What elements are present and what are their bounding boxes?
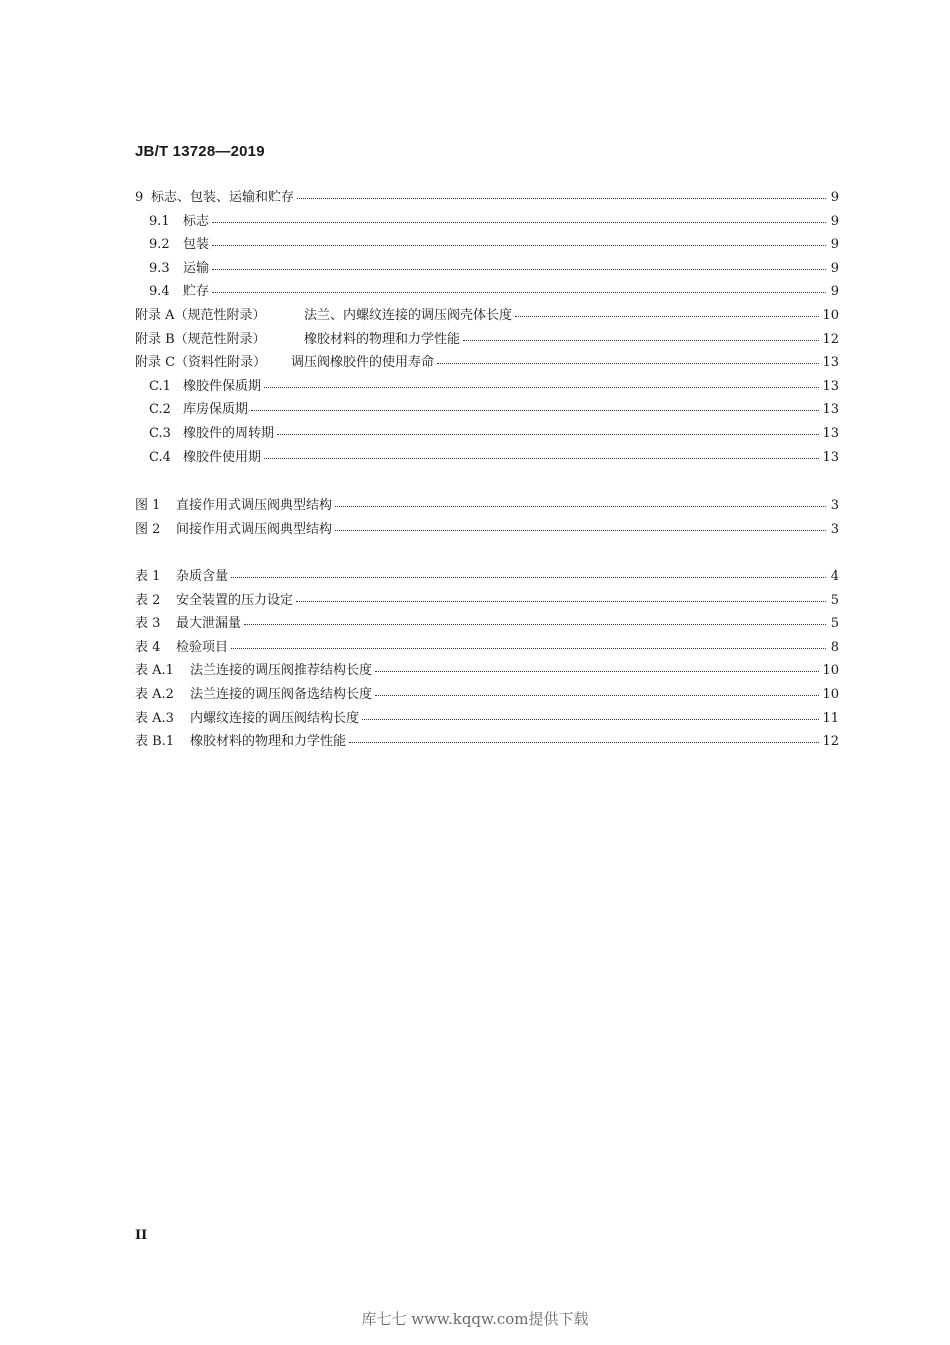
toc-entry[interactable] xyxy=(135,257,839,281)
toc-entry-number: 9.1 xyxy=(149,213,170,229)
dot-leader xyxy=(437,353,819,366)
document-code: JB/T 13728—2019 xyxy=(135,143,265,160)
toc-entry[interactable] xyxy=(135,210,839,234)
toc-entry-number: C.2 xyxy=(149,402,171,418)
toc-entry-title: 橡胶材料的物理和力学性能 xyxy=(304,331,461,347)
dot-leader xyxy=(231,567,826,580)
dot-leader xyxy=(264,377,819,390)
toc-entry-page: 5 xyxy=(830,592,839,608)
toc-entry-page: 9 xyxy=(830,213,839,229)
toc-entry-page: 9 xyxy=(830,284,839,300)
toc-entry[interactable] xyxy=(135,375,839,399)
toc-entry-number: 表 1 xyxy=(135,569,161,584)
toc-entry-title: 法兰连接的调压阀推荐结构长度 xyxy=(190,663,373,679)
toc-entry-number: C.1 xyxy=(149,378,171,394)
toc-entry-page: 12 xyxy=(822,331,839,347)
toc-entry-title: 法兰、内螺纹连接的调压阀壳体长度 xyxy=(304,307,513,323)
dot-leader xyxy=(515,306,819,319)
toc-entry-page: 13 xyxy=(822,355,839,371)
table-list-entry[interactable] xyxy=(135,730,839,754)
toc-entry-number: C.4 xyxy=(149,449,171,465)
toc-entry-number: 9 xyxy=(135,190,144,205)
page-number: II xyxy=(135,1228,148,1243)
toc-entry-page: 3 xyxy=(830,498,839,513)
toc-entry-title: 杂质含量 xyxy=(176,569,229,584)
toc-entry-page: 10 xyxy=(822,663,839,679)
dot-leader xyxy=(277,424,819,437)
toc-entry-page: 5 xyxy=(830,616,839,632)
toc-entry[interactable] xyxy=(135,233,839,257)
toc-entry-page: 4 xyxy=(830,569,839,584)
toc-entry-title: 橡胶件使用期 xyxy=(183,449,262,465)
dot-leader xyxy=(349,732,819,745)
toc-entry-number: 附录 A（规范性附录） xyxy=(135,307,266,323)
toc-main-section xyxy=(135,186,839,469)
toc-entry-title: 检验项目 xyxy=(176,639,229,655)
toc-entry-page: 10 xyxy=(822,307,839,323)
toc-entry-title: 橡胶件的周转期 xyxy=(183,425,275,441)
toc-entry-title: 橡胶材料的物理和力学性能 xyxy=(190,734,347,750)
toc-entry-number: 9.2 xyxy=(149,237,170,253)
toc-entry-page: 8 xyxy=(830,639,839,655)
dot-leader xyxy=(212,282,826,295)
toc-entry[interactable] xyxy=(135,351,839,375)
toc-entry-page: 12 xyxy=(822,734,839,750)
figure-list-entry[interactable] xyxy=(135,518,839,542)
dot-leader xyxy=(375,685,819,698)
dot-leader xyxy=(335,496,826,509)
toc-entry-number: 图 2 xyxy=(135,521,161,537)
toc-entry-number: 表 A.1 xyxy=(135,663,174,679)
toc-entry-number: 表 A.3 xyxy=(135,710,174,726)
dot-leader xyxy=(296,591,826,604)
toc-entry-number: 图 1 xyxy=(135,498,161,513)
table-list-entry[interactable] xyxy=(135,707,839,731)
toc-entry-number: 9.3 xyxy=(149,260,170,276)
toc-entry[interactable] xyxy=(135,328,839,352)
toc-entry-page: 3 xyxy=(830,521,839,537)
toc-entry-page: 13 xyxy=(822,402,839,418)
toc-entry-page: 10 xyxy=(822,686,839,702)
toc-entry[interactable] xyxy=(135,280,839,304)
toc-tables-section xyxy=(135,565,839,754)
toc-entry-title: 安全装置的压力设定 xyxy=(176,592,294,608)
toc-figures-section xyxy=(135,494,839,541)
table-list-entry[interactable] xyxy=(135,589,839,613)
toc-entry-title: 标志、包装、运输和贮存 xyxy=(151,190,295,205)
toc-entry-page: 9 xyxy=(830,237,839,253)
toc-entry-page: 13 xyxy=(822,449,839,465)
toc-entry-title: 橡胶件保质期 xyxy=(183,378,262,394)
dot-leader xyxy=(212,259,826,272)
dot-leader xyxy=(362,709,819,722)
toc-entry-title: 间接作用式调压阀典型结构 xyxy=(176,521,333,537)
toc-entry-number: 附录 B（规范性附录） xyxy=(135,331,266,347)
toc-entry[interactable] xyxy=(135,398,839,422)
toc-entry-title: 标志 xyxy=(183,213,210,229)
toc-entry-page: 11 xyxy=(822,710,839,726)
dot-leader xyxy=(335,520,826,533)
dot-leader xyxy=(264,448,819,461)
toc-entry-title: 贮存 xyxy=(183,284,210,300)
dot-leader xyxy=(297,188,826,201)
toc-entry-title: 最大泄漏量 xyxy=(176,616,242,632)
toc-entry-number: 表 A.2 xyxy=(135,686,174,702)
table-list-entry[interactable] xyxy=(135,636,839,660)
dot-leader xyxy=(231,638,826,651)
toc-entry-title: 法兰连接的调压阀备选结构长度 xyxy=(190,686,373,702)
toc-entry-number: 表 B.1 xyxy=(135,734,175,750)
toc-entry-number: 表 4 xyxy=(135,639,161,655)
toc-entry-title: 库房保质期 xyxy=(183,402,249,418)
toc-entry[interactable] xyxy=(135,446,839,470)
toc-entry-title: 直接作用式调压阀典型结构 xyxy=(176,498,333,513)
toc-entry-title: 调压阀橡胶件的使用寿命 xyxy=(291,355,435,371)
table-list-entry[interactable] xyxy=(135,659,839,683)
dot-leader xyxy=(212,235,826,248)
toc-entry-title: 内螺纹连接的调压阀结构长度 xyxy=(190,710,360,726)
toc-entry-number: 表 2 xyxy=(135,592,161,608)
toc-entry-page: 9 xyxy=(830,260,839,276)
dot-leader xyxy=(375,661,819,674)
toc-entry-page: 13 xyxy=(822,425,839,441)
toc-entry-title: 运输 xyxy=(183,260,210,276)
toc-entry-number: 附录 C（资料性附录） xyxy=(135,355,267,371)
toc-entry-title: 包装 xyxy=(183,237,210,253)
table-list-entry[interactable] xyxy=(135,683,839,707)
toc-entry-number: 表 3 xyxy=(135,616,161,632)
table-list-entry[interactable] xyxy=(135,612,839,636)
figure-list-entry[interactable] xyxy=(135,494,839,518)
toc-entry-page: 9 xyxy=(830,190,839,205)
toc-entry-page: 13 xyxy=(822,378,839,394)
table-list-entry[interactable] xyxy=(135,565,839,589)
dot-leader xyxy=(251,400,819,413)
toc-entry[interactable] xyxy=(135,186,839,210)
toc-entry[interactable] xyxy=(135,422,839,446)
watermark-footer: 库七七 www.kqqw.com提供下载 xyxy=(361,1310,589,1328)
toc-entry-number: 9.4 xyxy=(149,284,170,300)
dot-leader xyxy=(212,212,826,225)
dot-leader xyxy=(463,330,819,343)
toc-entry-number: C.3 xyxy=(149,425,171,441)
dot-leader xyxy=(244,614,826,627)
toc-entry[interactable] xyxy=(135,304,839,328)
